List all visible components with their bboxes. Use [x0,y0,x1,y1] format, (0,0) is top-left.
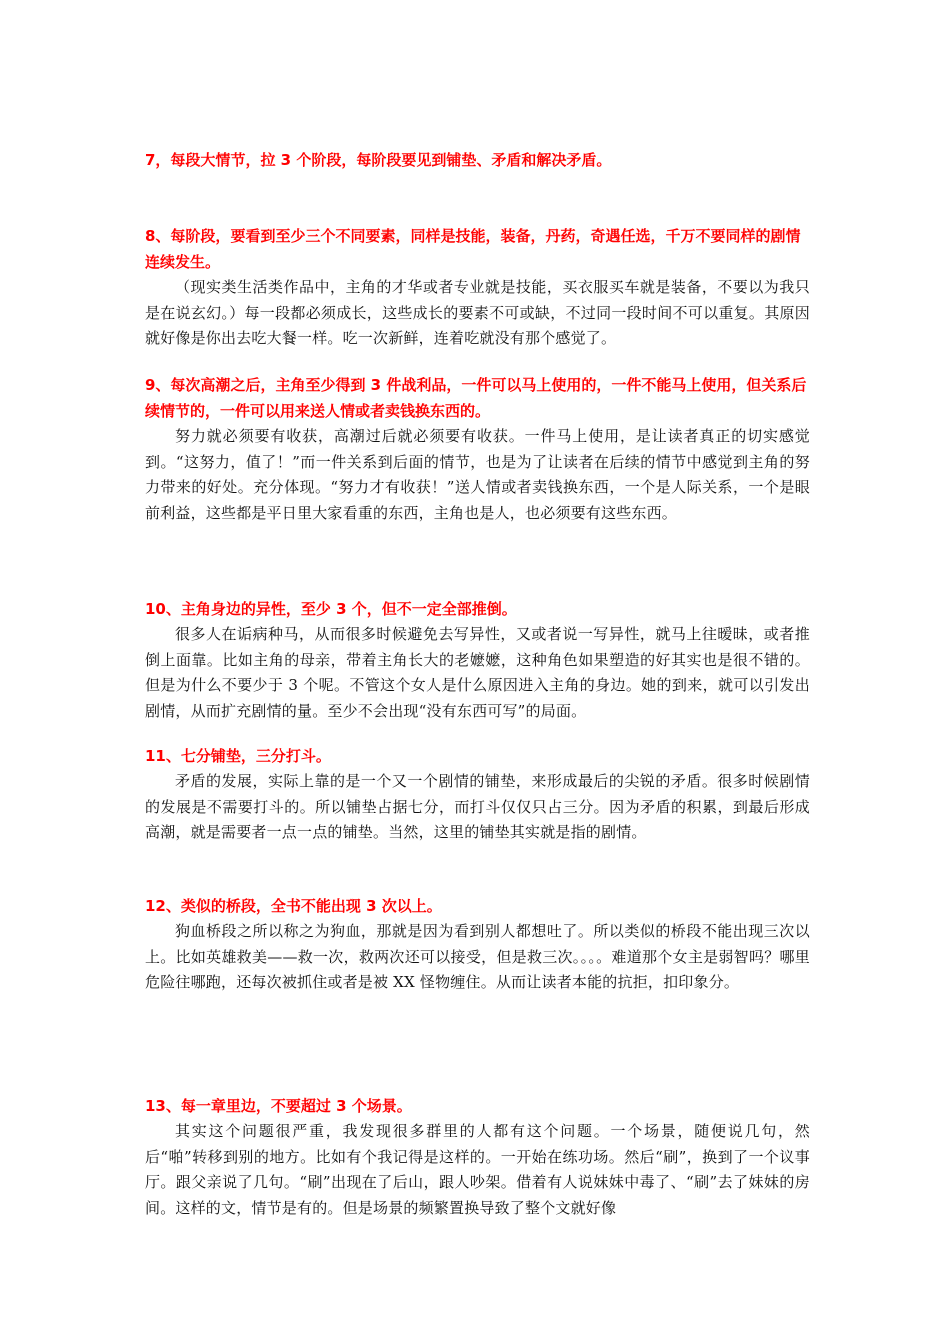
section-8 [145,223,810,352]
section-heading: 8、每阶段，要看到至少三个不同要素，同样是技能，装备，丹药，奇遇任选，千万不要同样的剧情连续发生。 [145,227,801,271]
section-9 [145,372,810,526]
section-13 [145,1093,810,1221]
section-heading: 11、七分铺垫，三分打斗。 [145,747,331,765]
section-heading: 10、主角身边的异性，至少 3 个，但不一定全部推倒。 [145,600,517,618]
section-body: 其实这个问题很严重，我发现很多群里的人都有这个问题。一个场景，随便说几句，然后“啪”转移到别的地方。比如有个我记得是这样的。一开始在练功场。然后“刷”，换到了一个议事厅。跟父亲说了几句。“刷”出现在了后山，跟人吵架。借着有人说妹妹中毒了、“刷”去了妹妹的房间。这样的文，情节是有的。但是场景的频繁置换导致了整个文就好像 [145,1122,810,1217]
section-10 [145,596,810,724]
section-heading: 9、每次高潮之后，主角至少得到 3 件战利品，一件可以马上使用的，一件不能马上使用，但关系后续情节的，一件可以用来送人情或者卖钱换东西的。 [145,376,807,420]
section-11 [145,743,810,846]
section-heading: 7，每段大情节，拉 3 个阶段，每阶段要见到铺垫、矛盾和解决矛盾。 [145,151,612,169]
section-body: 狗血桥段之所以称之为狗血，那就是因为看到别人都想吐了。所以类似的桥段不能出现三次以上。比如英雄救美——救一次，救两次还可以接受，但是救三次。。。。难道那个女主是弱智吗？哪里危险往哪跑，还每次被抓住或者是被 XX 怪物缠住。从而让读者本能的抗拒，扣印象分。 [145,922,810,991]
section-heading: 12、类似的桥段，全书不能出现 3 次以上。 [145,897,442,915]
section-12 [145,893,810,996]
section-7 [145,147,810,173]
section-body: 很多人在诟病种马，从而很多时候避免去写异性，又或者说一写异性，就马上往暧昧，或者推倒上面靠。比如主角的母亲，带着主角长大的老嬷嬷，这种角色如果塑造的好其实也是很不错的。但是为什么不要少于 3 个呢。不管这个女人是什么原因进入主角的身边。她的到来，就可以引发出剧情，从而扩充剧情的量。至少不会出现“没有东西可写”的局面。 [145,625,810,720]
section-body: 矛盾的发展，实际上靠的是一个又一个剧情的铺垫，来形成最后的尖锐的矛盾。很多时候剧情的发展是不需要打斗的。所以铺垫占据七分，而打斗仅仅只占三分。因为矛盾的积累，到最后形成高潮，就是需要者一点一点的铺垫。当然，这里的铺垫其实就是指的剧情。 [145,772,810,841]
section-body: （现实类生活类作品中，主角的才华或者专业就是技能，买衣服买车就是装备，不要以为我只是在说玄幻。）每一段都必须成长，这些成长的要素不可或缺，不过同一段时间不可以重复。其原因就好像是你出去吃大餐一样。吃一次新鲜，连着吃就没有那个感觉了。 [145,278,810,347]
section-body: 努力就必须要有收获，高潮过后就必须要有收获。一件马上使用，是让读者真正的切实感觉到。“这努力，值了！”而一件关系到后面的情节，也是为了让读者在后续的情节中感觉到主角的努力带来的好处。充分体现。“努力才有收获！”送人情或者卖钱换东西，一个是人际关系，一个是眼前利益，这些都是平日里大家看重的东西，主角也是人，也必须要有这些东西。 [145,427,810,522]
section-heading: 13、每一章里边，不要超过 3 个场景。 [145,1097,412,1115]
